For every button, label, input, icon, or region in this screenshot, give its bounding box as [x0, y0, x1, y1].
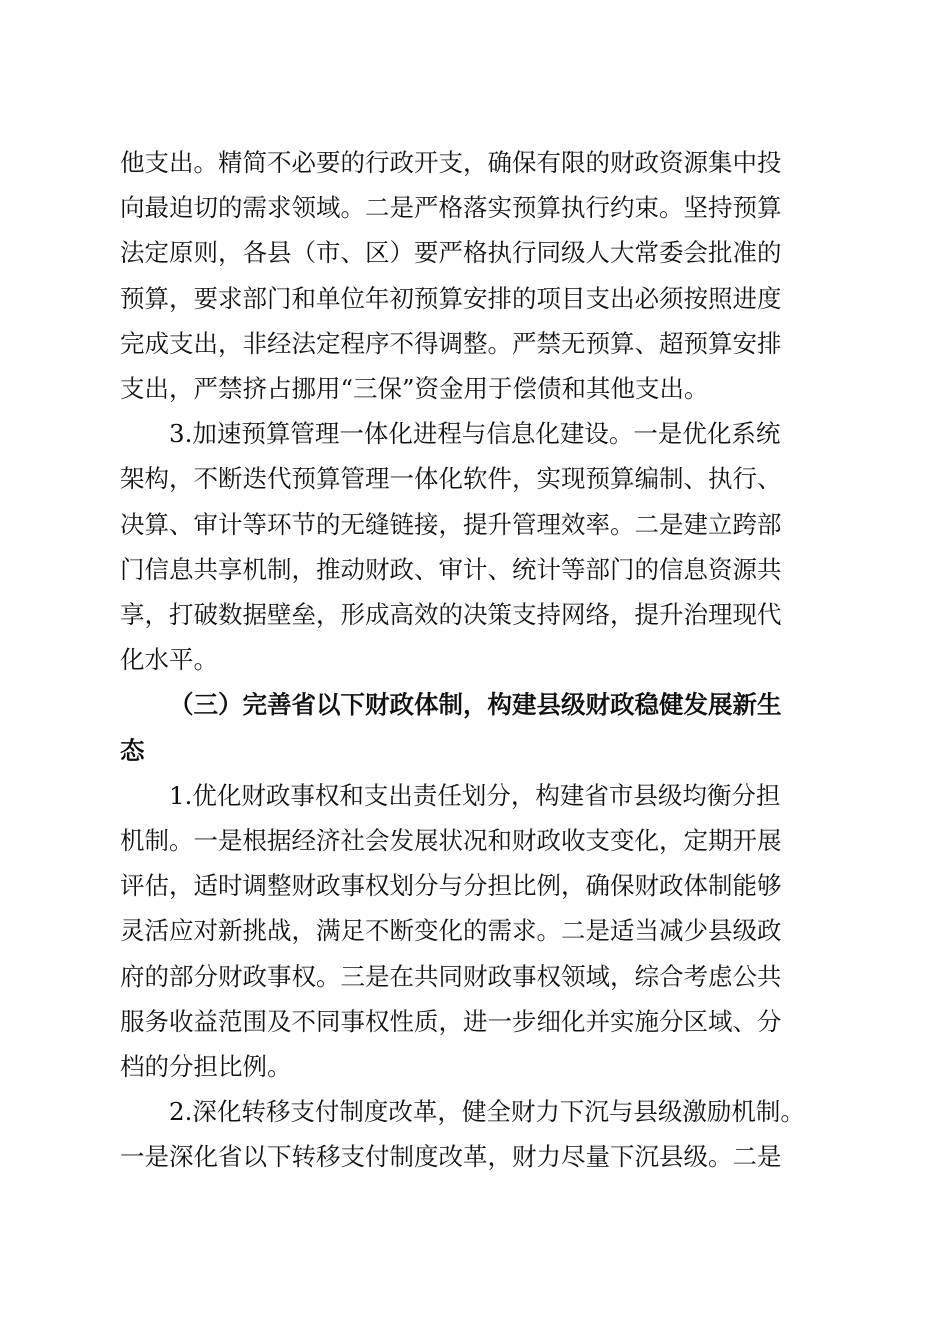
- text-line: 一是深化省以下转移支付制度改革，财力尽量下沉县级。二是: [120, 1142, 782, 1172]
- heading-line: （三）完善省以下财政体制，构建县级财政稳健发展新生: [169, 690, 782, 720]
- section-heading: [120, 682, 830, 772]
- text-line: 架构，不断迭代预算管理一体化软件，实现预算编制、执行、: [120, 464, 782, 494]
- paragraph-budget-constraint: [120, 140, 830, 411]
- text-line: 档的分担比例。: [120, 1052, 292, 1082]
- text-line: 他支出。精简不必要的行政开支，确保有限的财政资源集中投: [120, 148, 782, 177]
- text-line: 完成支出，非经法定程序不得调整。严禁无预算、超预算安排: [120, 328, 782, 358]
- text-line: 门信息共享机制，推动财政、审计、统计等部门的信息资源共: [120, 554, 782, 584]
- text-line: 灵活应对新挑战，满足不断变化的需求。二是适当减少县级政: [120, 916, 782, 946]
- text-line: 评估，适时调整财政事权划分与分担比例，确保财政体制能够: [120, 871, 782, 901]
- text-line: 服务收益范围及不同事权性质，进一步细化并实施分区域、分: [120, 1006, 782, 1036]
- text-line: 2.深化转移支付制度改革，健全财力下沉与县级激励机制。: [169, 1097, 805, 1127]
- heading-line: 态: [120, 735, 145, 765]
- text-line: 预算，要求部门和单位年初预算安排的项目支出必须按照进度: [120, 283, 782, 313]
- paragraph-item-2: [120, 1089, 830, 1179]
- paragraph-item-1: [120, 773, 830, 1089]
- text-line: 享，打破数据壁垒，形成高效的决策支持网络，提升治理现代: [120, 600, 782, 630]
- text-line: 向最迫切的需求领域。二是严格落实预算执行约束。坚持预算: [120, 193, 782, 223]
- text-line: 3.加速预算管理一体化进程与信息化建设。一是优化系统: [169, 419, 781, 449]
- document-body: [120, 140, 830, 1180]
- text-line: 法定原则，各县（市、区）要严格执行同级人大常委会批准的: [120, 238, 782, 268]
- paragraph-item-3: [120, 411, 830, 682]
- text-line: 决算、审计等环节的无缝链接，提升管理效率。二是建立跨部: [120, 509, 782, 539]
- text-line: 府的部分财政事权。三是在共同财政事权领域，综合考虑公共: [120, 961, 782, 991]
- text-line: 1.优化财政事权和支出责任划分，构建省市县级均衡分担: [169, 780, 781, 810]
- text-line: 机制。一是根据经济社会发展状况和财政收支变化，定期开展: [120, 826, 782, 856]
- text-line: 支出，严禁挤占挪用“三保”资金用于偿债和其他支出。: [120, 374, 709, 404]
- text-line: 化水平。: [120, 645, 218, 675]
